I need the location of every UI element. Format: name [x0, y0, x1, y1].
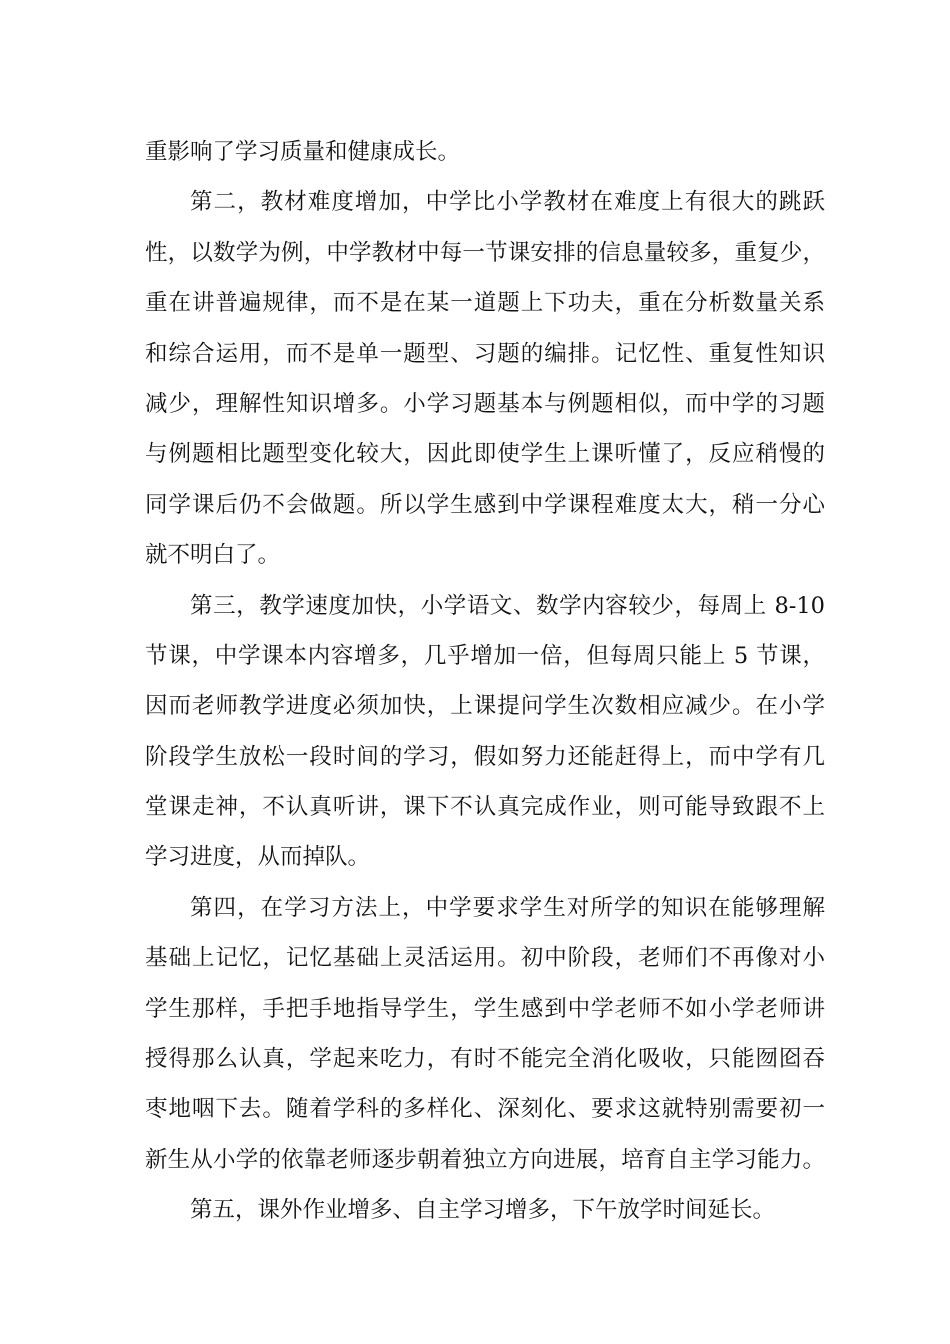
text-line: 因而老师教学进度必须加快，上课提问学生次数相应减少。在小学 [145, 693, 825, 720]
text-line: 就不明白了。 [145, 542, 281, 569]
text-line: 同学课后仍不会做题。所以学生感到中学课程难度太大，稍一分心 [145, 491, 825, 518]
text-line: 堂课走神，不认真听讲，课下不认真完成作业，则可能导致跟不上 [145, 794, 825, 821]
text-line: 枣地咽下去。随着学科的多样化、深刻化、要求这就特别需要初一 [145, 1096, 825, 1123]
text-line: 重在讲普遍规律，而不是在某一道题上下功夫，重在分析数量关系 [145, 290, 825, 317]
text-line: 减少，理解性知识增多。小学习题基本与例题相似，而中学的习题 [145, 390, 825, 417]
text-line: 与例题相比题型变化较大，因此即使学生上课听懂了，反应稍慢的 [145, 441, 825, 468]
document-body [145, 127, 825, 1236]
text-line: 和综合运用，而不是单一题型、习题的编排。记忆性、重复性知识 [145, 340, 825, 367]
text-line: 第三，教学速度加快，小学语文、数学内容较少，每周上 8-10 [190, 592, 825, 619]
text-line: 授得那么认真，学起来吃力，有时不能完全消化吸收，只能囫囵吞 [145, 1046, 825, 1073]
text-line: 学习进度，从而掉队。 [145, 844, 371, 871]
text-line: 第四，在学习方法上，中学要求学生对所学的知识在能够理解 [190, 894, 825, 921]
text-line: 基础上记忆，记忆基础上灵活运用。初中阶段，老师们不再像对小 [145, 945, 825, 972]
text-line: 性，以数学为例，中学教材中每一节课安排的信息量较多，重复少， [145, 239, 825, 266]
text-line: 节课，中学课本内容增多，几乎增加一倍，但每周只能上 5 节课， [145, 642, 825, 669]
text-line: 重影响了学习质量和健康成长。 [145, 139, 461, 165]
text-line: 阶段学生放松一段时间的学习，假如努力还能赶得上，而中学有几 [145, 743, 825, 770]
text-line: 学生那样，手把手地指导学生，学生感到中学老师不如小学老师讲 [145, 995, 825, 1022]
text-line: 新生从小学的依靠老师逐步朝着独立方向进展，培育自主学习能力。 [145, 1146, 825, 1173]
text-line: 第二，教材难度增加，中学比小学教材在难度上有很大的跳跃 [190, 189, 825, 216]
text-line: 第五，课外作业增多、自主学习增多，下午放学时间延长。 [190, 1197, 776, 1224]
